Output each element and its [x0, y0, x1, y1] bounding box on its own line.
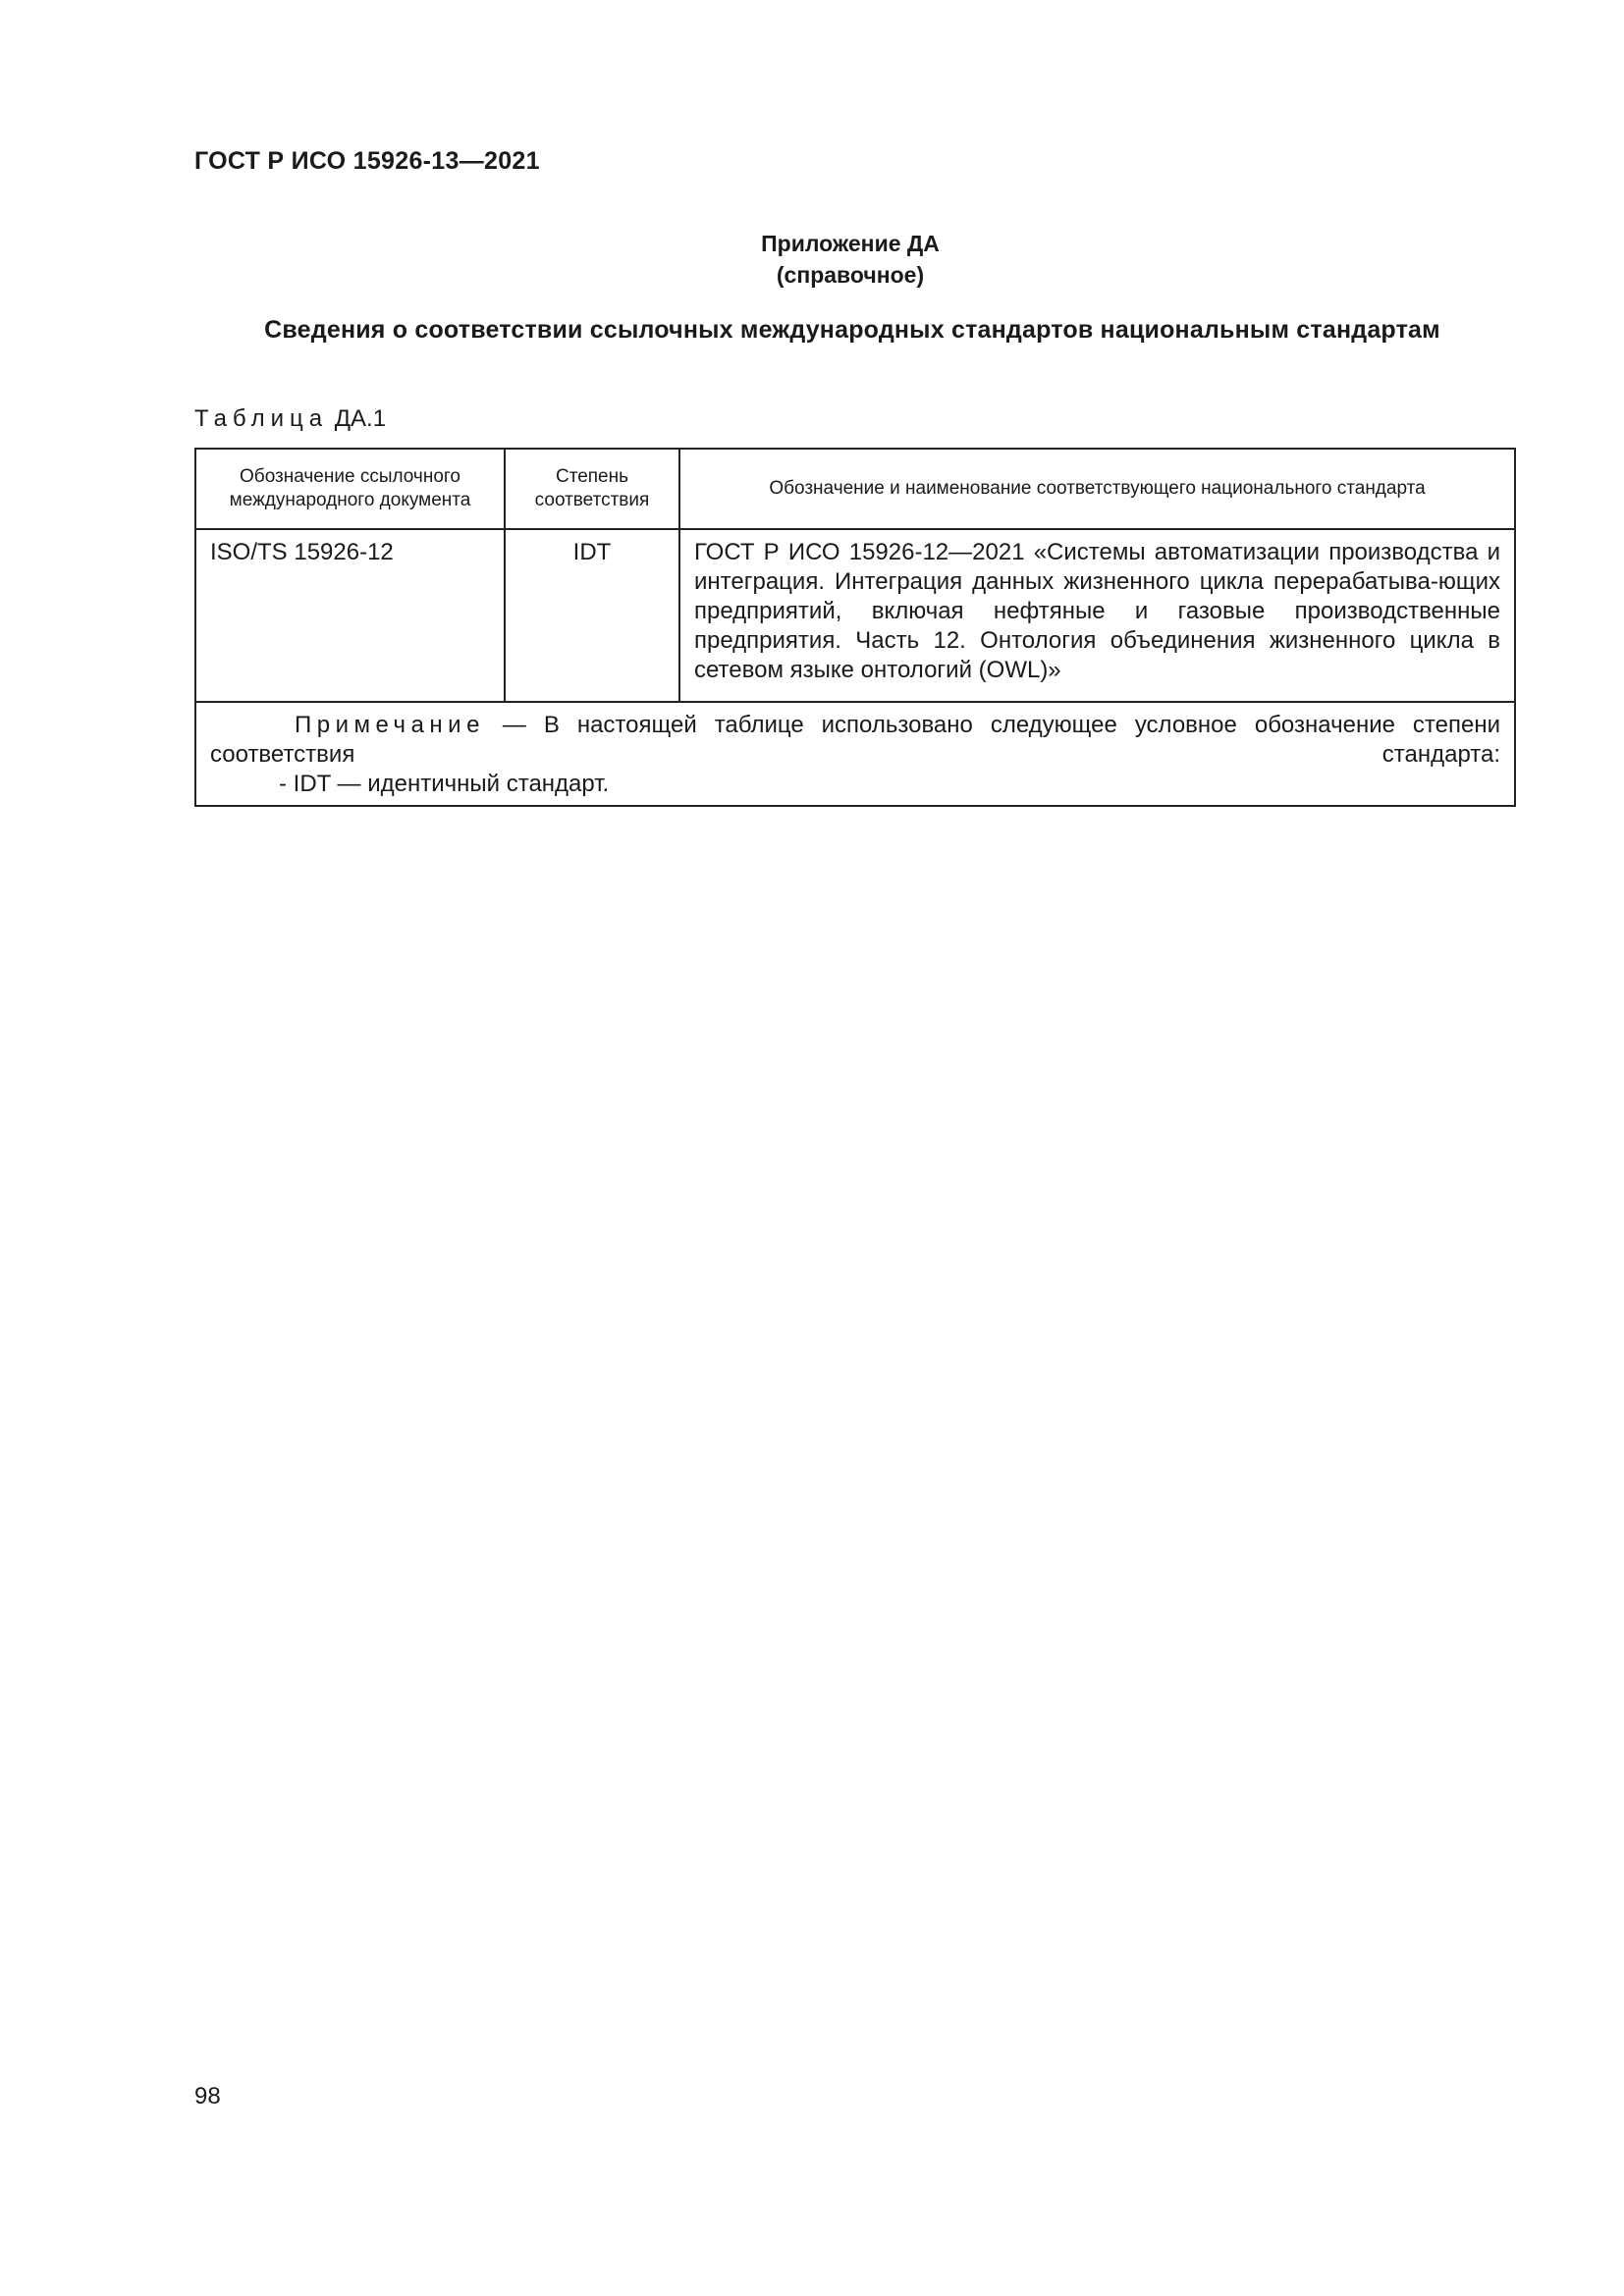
section-title: Сведения о соответствии ссылочных международных стандартов национальным стандартам [264, 316, 1440, 344]
table-row [195, 529, 1515, 702]
annex-title: Приложение ДА [761, 231, 940, 256]
table-caption-number: ДА.1 [334, 405, 387, 432]
header-international-document: Обозначение ссылочного международного документа [195, 449, 505, 529]
note-body: — В настоящей таблице использовано следующее условное обозначение степени соответствия стандарта: [210, 712, 1500, 768]
page-number: 98 [194, 2083, 221, 2109]
cell-national-standard: ГОСТ Р ИСО 15926-12—2021 «Системы автоматизации производства и интеграция. Интеграция данных жизненного цикла перерабатыва-ющих предприятий, включая нефтяные и газовые производственные предприятия. Часть 12. Онтология объединения жизненного цикла в сетевом языке онтологий (OWL)» [679, 529, 1515, 702]
note-text [210, 711, 1500, 770]
table-note [195, 702, 1515, 806]
document-code: ГОСТ Р ИСО 15926-13—2021 [194, 147, 540, 175]
table-header-row [195, 449, 1515, 529]
annex-type: (справочное) [776, 262, 925, 288]
cell-designation: ISO/TS 15926-12 [195, 529, 505, 702]
header-degree-of-conformity: Степень соответствия [505, 449, 679, 529]
table-note-row [195, 702, 1515, 806]
cell-degree: IDT [505, 529, 679, 702]
header-national-standard: Обозначение и наименование соответствующего национального стандарта [679, 449, 1515, 529]
note-label: Примечание [295, 712, 485, 738]
note-list-item: - IDT — идентичный стандарт. [279, 771, 610, 797]
table-caption [194, 405, 386, 433]
table-caption-label: Таблица [194, 405, 329, 432]
reference-standards-table [194, 448, 1516, 807]
annex-heading [0, 228, 1624, 291]
